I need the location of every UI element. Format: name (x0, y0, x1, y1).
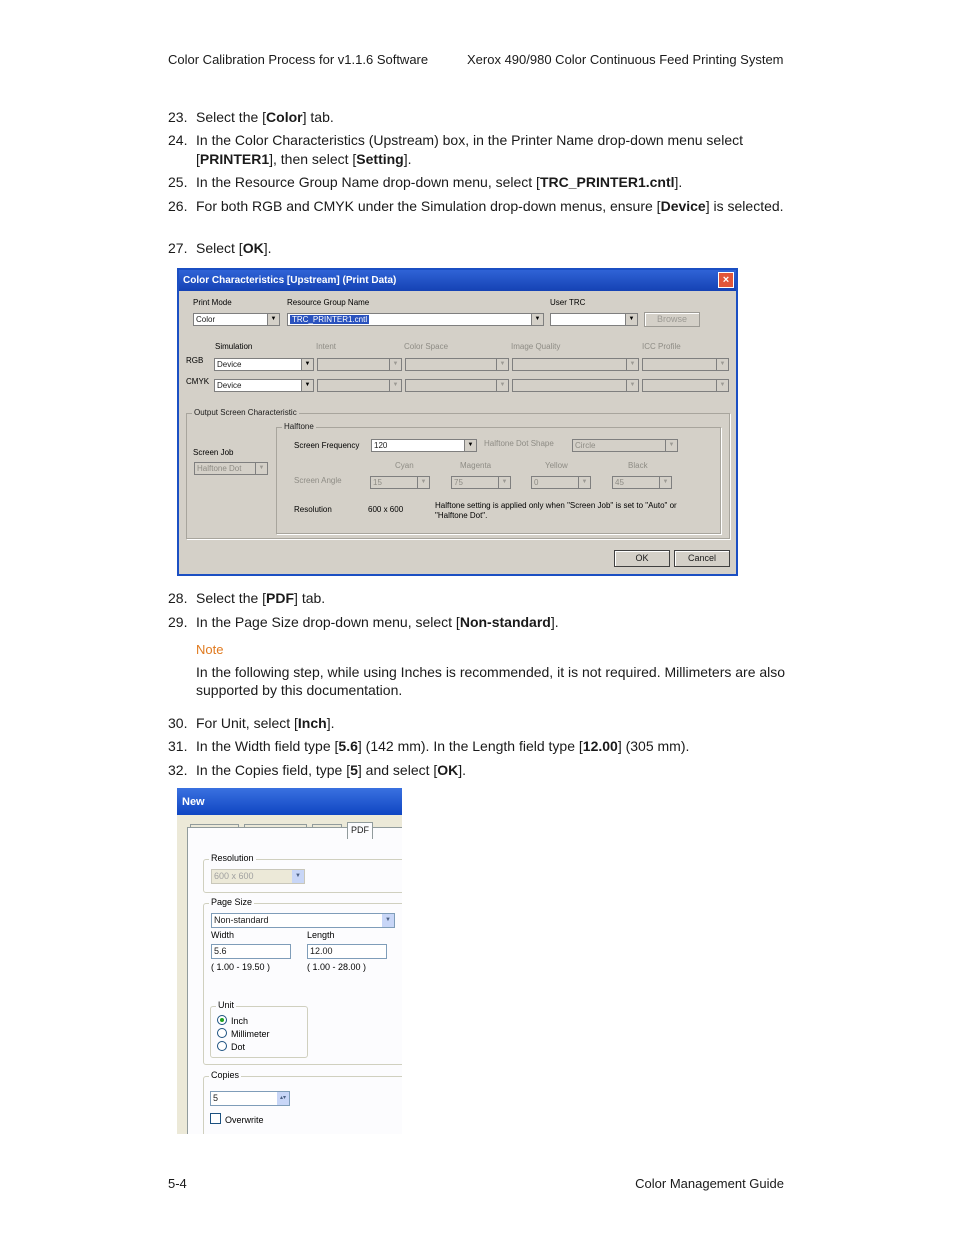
length-range: ( 1.00 - 28.00 ) (307, 962, 367, 972)
step-26: 26. For both RGB and CMYK under the Simulation drop-down menus, ensure [Device] is selected. (168, 198, 784, 214)
screen-job-select[interactable]: Halftone Dot ▼ (194, 462, 268, 475)
unit-inch-radio[interactable]: Inch (217, 1015, 248, 1026)
length-input[interactable]: 12.00 (307, 944, 387, 959)
resolution-select[interactable]: 600 x 600 ▼ (211, 869, 305, 884)
screen-job-label: Screen Job (193, 448, 234, 457)
chevron-down-icon: ▼ (716, 380, 728, 391)
yellow-angle-select[interactable]: 0 ▼ (531, 476, 591, 489)
chevron-down-icon: ▼ (496, 380, 508, 391)
rgb-simulation-select[interactable]: Device ▼ (214, 358, 314, 371)
cmyk-simulation-select[interactable]: Device ▼ (214, 379, 314, 392)
color-space-label: Color Space (404, 342, 449, 351)
rgb-label: RGB (186, 356, 204, 365)
running-header-right: Xerox 490/980 Color Continuous Feed Printing System (467, 52, 784, 67)
chevron-down-icon: ▼ (626, 380, 638, 391)
chevron-down-icon: ▼ (389, 380, 401, 391)
resolution-group: Resolution 600 x 600 ▼ (203, 859, 402, 893)
resource-group-label: Resource Group Name (287, 298, 370, 307)
step-23: 23. Select the [Color] tab. (168, 109, 334, 125)
new-dialog (177, 788, 402, 1134)
halftone-note: Halftone setting is applied only when "Screen Job" is set to "Auto" or "Halftone Dot". (435, 501, 677, 520)
rgb-intent-select[interactable] (317, 358, 402, 371)
chevron-down-icon: ▼ (659, 477, 671, 488)
halftone-dot-shape-label: Halftone Dot Shape (484, 439, 554, 448)
chevron-down-icon: ▼ (267, 314, 279, 325)
step-24: 24. In the Color Characteristics (Upstream) box, in the Printer Name drop-down menu select [PRINTER1], then select [Setting]. (168, 132, 743, 167)
user-trc-label: User TRC (550, 298, 586, 307)
tab-pdf[interactable]: PDF (347, 822, 373, 839)
step-31: 31. In the Width field type [5.6] (142 mm). In the Length field type [12.00] (305 mm). (168, 738, 690, 754)
width-label: Width (211, 930, 235, 940)
note-text: In the following step, while using Inches is recommended, it is not required. Millimeters are also supported by this documentation. (196, 664, 786, 698)
user-trc-select[interactable] (550, 313, 638, 326)
page-size-group: Page Size Non-standard ▼ Width Length 5.6 12.00 ( 1.00 - 19.50 ) ( 1.00 - 28.00 ) Unit Inch Millimeter Dot (203, 903, 402, 1065)
simulation-label: Simulation (215, 342, 253, 351)
rgb-color-space-select[interactable] (405, 358, 509, 371)
dialog-title-bar: New (177, 788, 402, 815)
halftone-group: Halftone Screen Frequency 120 ▼ Halftone Dot Shape Circle ▼ Cyan Magenta Yellow Black Screen Angle 15 ▼ 75 ▼ 0 ▼ 45 ▼ Resolution 600 x 600 Halftone setting is applied only when "Screen Job" is set to "Auto" or "Halftone Dot". (276, 427, 721, 534)
icc-profile-label: ICC Profile (642, 342, 681, 351)
magenta-label: Magenta (460, 461, 492, 470)
chevron-down-icon: ▼ (531, 314, 543, 325)
checkbox-icon (210, 1113, 221, 1124)
chevron-down-icon: ▼ (464, 440, 476, 451)
unit-group: Unit Inch Millimeter Dot (210, 1006, 308, 1058)
length-label: Length (307, 930, 335, 940)
chevron-down-icon: ▼ (417, 477, 429, 488)
step-29: 29. In the Page Size drop-down menu, select [Non-standard]. (168, 614, 559, 630)
cmyk-image-quality-select[interactable] (512, 379, 639, 392)
radio-icon (217, 1041, 227, 1051)
intent-label: Intent (316, 342, 337, 351)
halftone-dot-shape-select[interactable]: Circle ▼ (572, 439, 678, 452)
magenta-angle-select[interactable]: 75 ▼ (451, 476, 511, 489)
cmyk-color-space-select[interactable] (405, 379, 509, 392)
chevron-down-icon: ▼ (625, 314, 637, 325)
width-range: ( 1.00 - 19.50 ) (211, 962, 271, 972)
output-screen-group: Output Screen Characteristic Screen Job Halftone Dot ▼ Halftone Screen Frequency 120 ▼ Halftone Dot Shape Circle ▼ Cyan Magenta Yellow Black Screen Angle 15 ▼ 75 ▼ 0 ▼ 45 ▼ Resolution 600 x 600 Halftone setting is applied only when "Screen Job" is set to "Auto" or "Halftone Dot". (186, 413, 730, 539)
close-icon[interactable]: × (718, 272, 734, 288)
rgb-image-quality-select[interactable] (512, 358, 639, 371)
print-mode-select[interactable]: Color ▼ (193, 313, 280, 326)
cmyk-label: CMYK (186, 377, 210, 386)
chevron-down-icon: ▼ (578, 477, 590, 488)
screen-frequency-label: Screen Frequency (294, 441, 360, 450)
cyan-label: Cyan (395, 461, 414, 470)
note-label: Note (196, 642, 224, 657)
chevron-down-icon: ▼ (389, 359, 401, 370)
black-label: Black (628, 461, 648, 470)
chevron-down-icon: ▼ (301, 359, 313, 370)
cmyk-intent-select[interactable] (317, 379, 402, 392)
radio-icon (217, 1028, 227, 1038)
copies-group: Copies 5 ▴▾ Overwrite (203, 1076, 402, 1134)
chevron-down-icon: ▼ (255, 463, 267, 474)
resolution-value: 600 x 600 (368, 505, 404, 514)
chevron-down-icon: ▼ (498, 477, 510, 488)
step-32: 32. In the Copies field, type [5] and select [OK]. (168, 762, 467, 778)
step-28: 28. Select the [PDF] tab. (168, 590, 326, 606)
radio-selected-icon (217, 1015, 227, 1025)
step-27: 27. Select [OK]. (168, 240, 272, 256)
unit-millimeter-radio[interactable]: Millimeter (217, 1028, 270, 1039)
resource-group-select[interactable]: TRC_PRINTER1.cntl ▼ (287, 313, 544, 326)
cyan-angle-select[interactable]: 15 ▼ (370, 476, 430, 489)
color-characteristics-dialog (177, 268, 738, 576)
screen-angle-label: Screen Angle (294, 476, 342, 485)
rgb-icc-profile-select[interactable] (642, 358, 729, 371)
chevron-down-icon: ▼ (626, 359, 638, 370)
page-size-select[interactable]: Non-standard ▼ (211, 913, 395, 928)
width-input[interactable]: 5.6 (211, 944, 291, 959)
step-30: 30. For Unit, select [Inch]. (168, 715, 335, 731)
step-25: 25. In the Resource Group Name drop-down menu, select [TRC_PRINTER1.cntl]. (168, 174, 683, 190)
chevron-down-icon: ▼ (301, 380, 313, 391)
cmyk-icc-profile-select[interactable] (642, 379, 729, 392)
pdf-tab-pane (187, 827, 402, 1134)
chevron-down-icon: ▼ (665, 440, 677, 451)
chevron-down-icon: ▼ (382, 914, 394, 927)
screen-frequency-select[interactable]: 120 ▼ (371, 439, 477, 452)
ok-button[interactable]: OK (614, 550, 670, 567)
dialog-title-bar: Color Characteristics [Upstream] (Print Data) × (179, 270, 736, 291)
unit-dot-radio[interactable]: Dot (217, 1041, 245, 1052)
chevron-down-icon: ▼ (496, 359, 508, 370)
running-header-left: Color Calibration Process for v1.1.6 Software (168, 52, 429, 67)
cancel-button[interactable]: Cancel (674, 550, 730, 567)
chevron-down-icon: ▼ (292, 870, 304, 883)
copies-stepper[interactable]: 5 ▴▾ (210, 1091, 290, 1106)
browse-button[interactable]: Browse (644, 312, 700, 327)
black-angle-select[interactable]: 45 ▼ (612, 476, 672, 489)
image-quality-label: Image Quality (511, 342, 561, 351)
running-footer-right: Color Management Guide (635, 1176, 784, 1191)
spinner-arrows-icon[interactable]: ▴▾ (277, 1092, 289, 1105)
print-mode-label: Print Mode (193, 298, 232, 307)
chevron-down-icon: ▼ (716, 359, 728, 370)
yellow-label: Yellow (545, 461, 568, 470)
resolution-label: Resolution (294, 505, 332, 514)
page-number: 5-4 (168, 1176, 187, 1191)
overwrite-checkbox[interactable]: Overwrite (210, 1113, 264, 1125)
